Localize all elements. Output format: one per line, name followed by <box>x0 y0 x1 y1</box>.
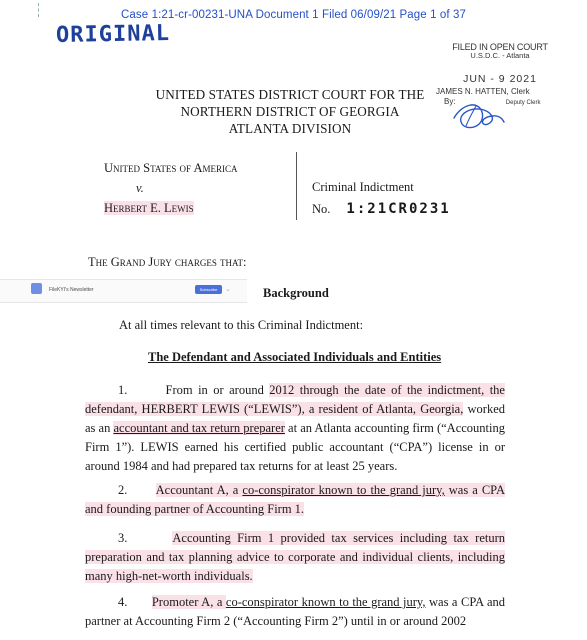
caption-divider <box>296 152 297 220</box>
court-title <box>150 86 430 137</box>
paragraph-text: worked as an <box>85 402 505 435</box>
paragraph-number: 1. <box>118 383 128 397</box>
newsletter-icon <box>31 283 42 294</box>
case-number-row <box>312 198 451 220</box>
highlighted-text: Accountant A, a <box>155 483 243 497</box>
filed-stamp-by-label: By: <box>444 97 456 107</box>
paragraph-text: From in or around <box>165 383 270 397</box>
highlighted-text: 2012 through the date of the indictment, the defendant, HERBERT LEWIS (“LEWIS”), a resident of Atlanta, Georgia, <box>85 383 505 416</box>
subscribe-button[interactable]: Subscribe <box>195 285 222 294</box>
paragraph-number: 4. <box>118 595 128 609</box>
court-title-line1: UNITED STATES DISTRICT COURT FOR THE <box>155 87 425 102</box>
filed-stamp-deputy: Deputy Clerk <box>505 100 541 107</box>
filed-stamp-line1: FILED IN OPEN COURT <box>452 42 548 52</box>
highlighted-text: co-conspirator known to the grand jury, <box>242 483 445 497</box>
highlighted-text: Promoter A, a <box>151 595 226 609</box>
all-times-statement: At all times relevant to this Criminal Indictment: <box>119 318 364 332</box>
case-number: 1:21CR0231 <box>346 201 451 217</box>
defendant-name <box>104 198 237 218</box>
paragraph-text: at an Atlanta accounting firm (“Accounting Firm 1”). LEWIS earned his certified public accountant (“CPA”) license in or around 1984 and had prepared tax returns for at least 25 years. <box>85 421 505 473</box>
court-title-line3: ATLANTA DIVISION <box>228 121 352 136</box>
highlighted-text: Accounting Firm 1 provided tax services including tax return preparation and tax planning advice to corporate and individual clients, including many high-net-worth individuals. <box>85 531 506 583</box>
chevron-down-icon[interactable]: ⌄ <box>225 285 231 293</box>
clerk-signature <box>448 96 508 136</box>
plaintiff-name: United States of America <box>104 161 238 175</box>
newsletter-title: FileKYI's Newsletter <box>49 287 94 293</box>
paragraph-1 <box>85 381 505 476</box>
court-title-line2: NORTHERN DISTRICT OF GEORGIA <box>180 104 400 119</box>
case-caption-parties <box>104 158 237 218</box>
paragraph-text: was a CPA and partner at Accounting Firm 2 (“Accounting Firm 2”) until in or around 2002 <box>85 595 506 628</box>
filed-stamp-line2: U.S.D.C. - Atlanta <box>470 51 530 61</box>
paragraph-4 <box>85 593 505 631</box>
case-caption-info <box>312 176 451 220</box>
paragraph-number: 2. <box>118 483 128 497</box>
case-number-label: No. <box>312 202 331 216</box>
filed-stamp-date: JUN - 9 2021 <box>463 72 537 85</box>
versus-label: v. <box>136 181 144 195</box>
background-heading: Background <box>263 286 329 300</box>
underlined-text: co-conspirator known to the grand jury, <box>225 595 426 609</box>
original-stamp: ORIGINAL <box>55 21 171 48</box>
filed-stamp-clerk: JAMES N. HATTEN, Clerk <box>436 87 530 97</box>
ecf-header-line: Case 1:21-cr-00231-UNA Document 1 Filed 06/09/21 Page 1 of 37 <box>121 9 466 21</box>
paragraph-2 <box>85 481 505 519</box>
highlighted-text: accountant and tax return preparer <box>113 421 285 435</box>
grand-jury-charges: The Grand Jury charges that: <box>88 255 247 269</box>
highlighted-text: was a CPA and founding partner of Accounting Firm 1. <box>85 483 506 516</box>
defendant-name-text: Herbert E. Lewis <box>104 201 194 215</box>
defendant-section-heading: The Defendant and Associated Individuals and Entities <box>148 350 442 364</box>
document-type: Criminal Indictment <box>312 180 414 194</box>
paragraph-3 <box>85 529 505 586</box>
paragraph-number: 3. <box>118 531 128 545</box>
